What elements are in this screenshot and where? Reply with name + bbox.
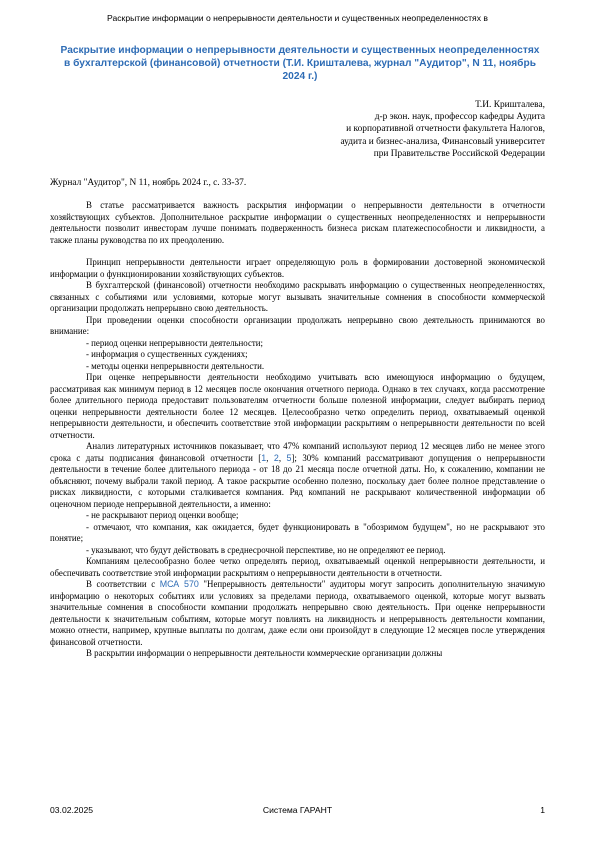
author-line: Т.И. Кришталева, xyxy=(475,100,545,110)
paragraph: Компаниям целесообразно более четко определять период, охватываемый оценкой непрерывности деятельности, и обеспечивать соответствие этой информации раскрытиям о непрерывности деятельности в отчетности. xyxy=(50,556,545,578)
paragraph-with-link xyxy=(50,579,545,648)
reference-link-2[interactable]: 2 xyxy=(273,452,279,463)
paragraph-text: ]; 30% компаний рассматривают допущения о непрерывности деятельности в течение более длительного периода - от 18 до 21 месяца после отчетной даты. Но, к сожалению, компании не объясняют, почему выбрали такой период. А такое раскрытие особенно полезно, поскольку дает более полное представление о рисках ликвидности, с которыми сталкивается компания. Ряд компаний не раскрывают количественной информации об оценочном периоде непрерывной деятельности, а именно: xyxy=(50,452,546,509)
list-item: - методы оценки непрерывности деятельности. xyxy=(86,360,265,371)
author-line: при Правительстве Российской Федерации xyxy=(373,148,545,159)
paragraph-text: Анализ литературных источников показывает, что 47% компаний используют период 12 месяцев либо не менее этого срока с даты подписания финансовой отчетности [ xyxy=(50,441,545,463)
paragraph: В раскрытии информации о непрерывности деятельности коммерческие организации должны xyxy=(86,648,443,658)
footer-system: Система ГАРАНТ xyxy=(262,805,333,815)
page-number: 1 xyxy=(540,805,545,815)
author-line: аудита и бизнес-анализа, Финансовый университет xyxy=(340,136,545,147)
paragraph-text: "Непрерывность деятельности" аудиторы могут запросить дополнительную значимую информацию о некоторых событиях или условиях за пределами периода, охватываемого оценкой, которые могут вызвать значительные сомнения в способности компании продолжать непрерывно свою деятельность. При оценке непрерывности деятельности к значительным событиям, которые могут повлиять на ликвидность и непрерывность деятельности компании, можно отнести, например, крупные выплаты по долгам, даже если они произойдут в следующие 12 месяцев после утверждения финансовой отчетности. xyxy=(50,579,546,647)
paragraph-text: В соответствии с xyxy=(86,579,160,589)
author-line: д-р экон. наук, профессор кафедры Аудита xyxy=(374,112,545,123)
list-item: - период оценки непрерывности деятельности; xyxy=(86,337,263,348)
isa-570-link[interactable]: МСА 570 xyxy=(159,579,199,589)
paragraph: При оценке непрерывности деятельности необходимо учитывать всю имеющуюся информацию о будущем, рассматривая как минимум период в 12 месяцев после окончания отчетного периода. Однако в тех случаях, когда рассмотрение более длительного периода предоставит пользователям отчетности больше полезной информации, следует выбирать период оценки непрерывности деятельности более 12 месяцев. Целесообразно четко определить период, охватываемый оценкой непрерывности деятельности, и обеспечить соответствие этой информации раскрытиям о непрерывности деятельности по всей отчетности. xyxy=(50,372,545,440)
journal-citation: Журнал "Аудитор", N 11, ноябрь 2024 г., с. 33-37. xyxy=(50,178,247,188)
footer-date: 03.02.2025 xyxy=(50,805,94,815)
document-title[interactable]: Раскрытие информации о непрерывности деятельности и существенных неопределенностях в бухгалтерской (финансовой) отчетности (Т.И. Кришталева, журнал "Аудитор", N 11, ноябрь 2024 г.) xyxy=(60,45,540,82)
running-header: Раскрытие информации о непрерывности деятельности и существенных неопределенностях в xyxy=(107,13,488,23)
author-block xyxy=(340,99,545,160)
abstract-paragraph: В статье рассматривается важность раскрытия информации о непрерывности деятельности в отчетности хозяйствующих субъектов. Дополнительное раскрытие информации о существенных неопределенностях и непрерывности деятельности позволит инвесторам лучше понимать подверженность бизнеса рискам платежеспособности и ликвидности, а также планы руководства по их преодолению. xyxy=(50,200,545,245)
reference-link-1[interactable]: 1 xyxy=(261,452,267,463)
reference-link-5[interactable]: 5 xyxy=(286,452,292,463)
paragraph: В бухгалтерской (финансовой) отчетности необходимо раскрывать информацию о существенных неопределенностях, связанных с событиями или условиями, которые могут вызывать значительные сомнения в способности коммерческой организации продолжать непрерывно свою деятельность. xyxy=(50,280,545,313)
list-item: - указывают, что будут действовать в среднесрочной перспективе, но не определяют ее период. xyxy=(86,544,446,555)
list-item: - отмечают, что компания, как ожидается, будет функционировать в "обозримом будущем", но не раскрывают это понятие; xyxy=(50,521,545,543)
list-item: - информация о существенных суждениях; xyxy=(86,349,248,359)
paragraph-with-references: Анализ литературных источников показывает, что 47% компаний используют период 12 месяцев либо не менее этого срока с даты подписания финансовой отчетности [1, 2, 5]; 30% компаний рассматривают допущения о непрерывности деятельности в течение более длительного периода - от 18 до 21 месяца после отчетной даты. Но, к сожалению, компании не объясняют, почему выбрали такой период. А такое раскрытие особенно полезно, поскольку дает более полное представление о рисках ликвидности, с которыми сталкивается компания. Ряд компаний не раскрывают количественной информации об оценочном периоде непрерывной деятельности, а именно: xyxy=(50,441,546,509)
article-body xyxy=(50,200,545,660)
paragraph: При проведении оценки способности организации продолжать непрерывно свою деятельность принимаются во внимание: xyxy=(50,314,545,336)
author-line: и корпоративной отчетности факультета Налогов, xyxy=(346,124,545,135)
paragraph: Принцип непрерывности деятельности играет определяющую роль в формировании достоверной экономической информации о функционировании хозяйствующих субъектов. xyxy=(50,257,545,279)
list-item: - не раскрывают период оценки вообще; xyxy=(86,510,239,520)
